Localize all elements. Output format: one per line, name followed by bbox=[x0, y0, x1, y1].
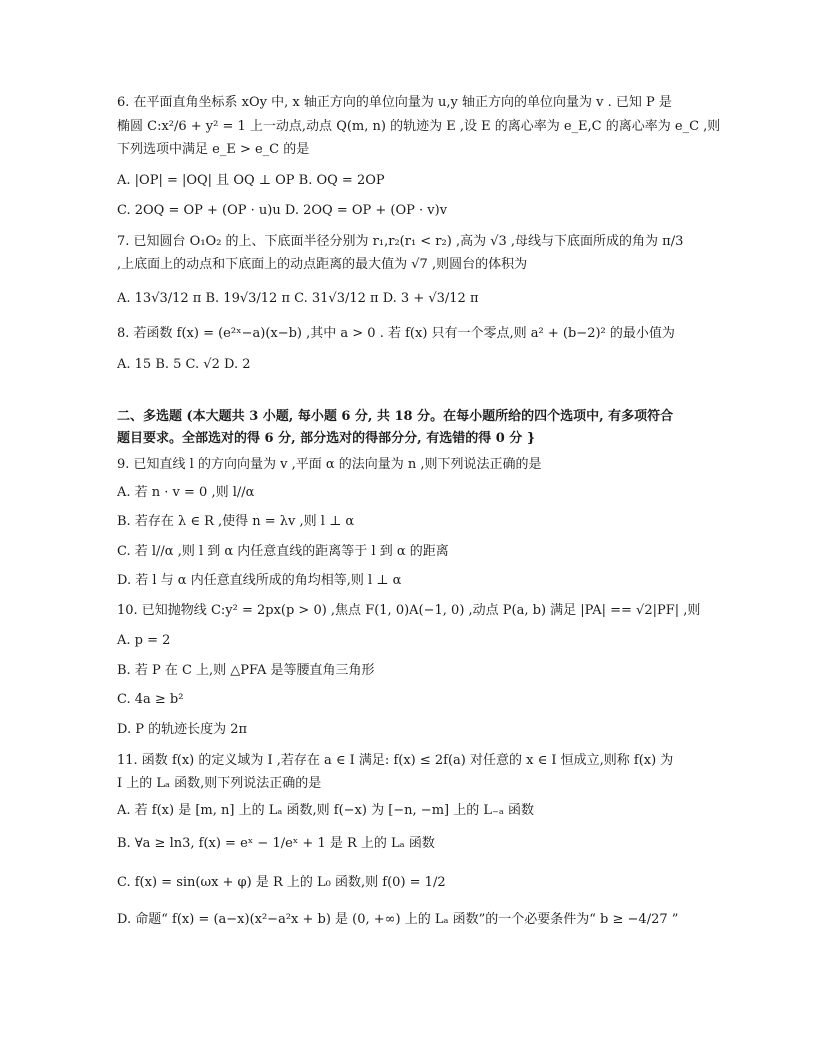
q11-line-1: 11. 函数 f(x) 的定义域为 I ,若存在 a ∈ I 满足: f(x) ≤ 2f(a) 对任意的 x ∈ I 恒成立,则称 f(x) 为 bbox=[117, 753, 674, 768]
q6-options-ab: A. |OP| = |OQ| 且 OQ ⊥ OP B. OQ = 2OP bbox=[117, 173, 385, 188]
q9-option-c: C. 若 l//α ,则 l 到 α 内任意直线的距离等于 l 到 α 的距离 bbox=[117, 544, 449, 559]
q8-options: A. 15 B. 5 C. √2 D. 2 bbox=[117, 357, 251, 372]
section-header-line-2: 题目要求。全部选对的得 6 分, 部分选对的得部分分, 有选错的得 0 分 } bbox=[117, 431, 536, 446]
q9-stem: 9. 已知直线 l 的方向向量为 v ,平面 α 的法向量为 n ,则下列说法正确的是 bbox=[117, 457, 542, 472]
q10-option-b: B. 若 P 在 C 上,则 △PFA 是等腰直角三角形 bbox=[117, 663, 375, 678]
q10-option-d: D. P 的轨迹长度为 2π bbox=[117, 722, 248, 737]
q7-line-2: ,上底面上的动点和下底面上的动点距离的最大值为 √7 ,则圆台的体积为 bbox=[117, 257, 528, 272]
q10-option-a: A. p = 2 bbox=[117, 633, 171, 648]
q11-option-b: B. ∀a ≥ ln3, f(x) = eˣ − 1/eˣ + 1 是 R 上的 Lₐ 函数 bbox=[117, 836, 435, 851]
q11-line-2: I 上的 Lₐ 函数,则下列说法正确的是 bbox=[117, 776, 322, 791]
q8-line-1: 8. 若函数 f(x) = (e²ˣ−a)(x−b) ,其中 a > 0 . 若 f(x) 只有一个零点,则 a² + (b−2)² 的最小值为 bbox=[117, 326, 675, 341]
q9-option-a: A. 若 n · v = 0 ,则 l//α bbox=[117, 485, 255, 500]
q10-stem: 10. 已知抛物线 C:y² = 2px(p > 0) ,焦点 F(1, 0)A(−1, 0) ,动点 P(a, b) 满足 |PA| == √2|PF| ,则 bbox=[117, 603, 701, 618]
q7-options: A. 13√3/12 π B. 19√3/12 π C. 31√3/12 π D. 3 + √3/12 π bbox=[117, 291, 479, 306]
section-header-line-1: 二、多选题 (本大题共 3 小题, 每小题 6 分, 共 18 分。在每小题所给的四个选项中, 有多项符合 bbox=[117, 409, 674, 424]
q9-option-b: B. 若存在 λ ∈ R ,使得 n = λv ,则 l ⊥ α bbox=[117, 514, 355, 529]
q11-option-d: D. 命题“ f(x) = (a−x)(x²−a²x + b) 是 (0, +∞) 上的 Lₐ 函数”的一个必要条件为“ b ≥ −4/27 ” bbox=[117, 912, 679, 927]
q6-line-1: 6. 在平面直角坐标系 xOy 中, x 轴正方向的单位向量为 u,y 轴正方向的单位向量为 v . 已知 P 是 bbox=[117, 95, 672, 110]
q6-line-2: 椭圆 C:x²/6 + y² = 1 上一动点,动点 Q(m, n) 的轨迹为 E ,设 E 的离心率为 e_E,C 的离心率为 e_C ,则 bbox=[117, 119, 721, 134]
q7-line-1: 7. 已知圆台 O₁O₂ 的上、下底面半径分别为 r₁,r₂(r₁ < r₂) ,高为 √3 ,母线与下底面所成的角为 π/3 bbox=[117, 234, 684, 249]
q11-option-a: A. 若 f(x) 是 [m, n] 上的 Lₐ 函数,则 f(−x) 为 [−n, −m] 上的 L₋ₐ 函数 bbox=[117, 803, 534, 818]
q9-option-d: D. 若 l 与 α 内任意直线所成的角均相等,则 l ⊥ α bbox=[117, 573, 402, 588]
q6-options-cd: C. 2OQ = OP + (OP · u)u D. 2OQ = OP + (OP · v)v bbox=[117, 203, 448, 218]
q6-line-3: 下列选项中满足 e_E > e_C 的是 bbox=[117, 142, 310, 157]
q11-option-c: C. f(x) = sin(ωx + φ) 是 R 上的 L₀ 函数,则 f(0) = 1/2 bbox=[117, 875, 446, 890]
q10-option-c: C. 4a ≥ b² bbox=[117, 692, 184, 707]
